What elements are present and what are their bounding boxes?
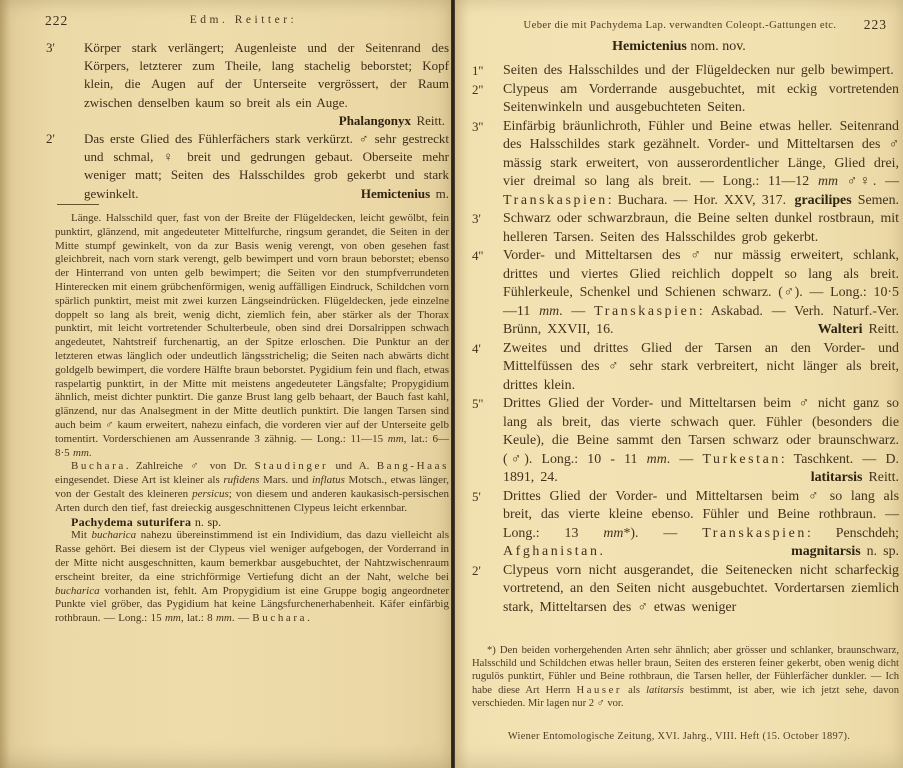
key-item-2dprime — [472, 81, 899, 118]
key-item-number: 2' — [46, 131, 55, 147]
key-item-text: Schwarz oder schwarzbraun, die Beine selten dunkel rostbraun, mit helleren Tarsen. Seiten des Halsschildes grob gekerbt. — [503, 211, 899, 245]
key-item-number: 5' — [472, 488, 481, 504]
right-running-head — [473, 19, 887, 35]
section-heading: Hemictenius nom. nov. — [612, 39, 746, 54]
key-item-text: Körper stark verlängert; Augenleiste und der Seitenrand des Körpers, letzterer zum Theile, lang stachelig beborstet; Kopf klein, die Augen auf der Unterseite vergrössert, der Raum zwischen denselben kaum so breit als ein Auge. — [84, 40, 449, 110]
footnote-rule — [57, 204, 99, 205]
key-item-text: Clypeus am Vorderrande ausgebuchtet, mit eckig vortretenden Seitenwinkeln und ausgebuchteten Seiten. — [503, 81, 899, 115]
journal-footer: Wiener Entomologische Zeitung, XVI. Jahrg., VIII. Heft (15. October 1897). — [507, 731, 851, 742]
key-item-number: 1'' — [472, 63, 484, 78]
right-key-items — [472, 62, 899, 617]
key-item-3prime — [44, 39, 449, 130]
key-item-number: 3' — [46, 40, 55, 55]
key-item-number: 3'' — [472, 118, 484, 134]
key-item-text: Zweites und drittes Glied der Tarsen an den Vorder- und Mittelfüssen des ♂ sehr stark verbreitert, nicht länger als breit, drittes klein. — [503, 340, 899, 393]
key-item-4dprime — [472, 247, 899, 340]
key-item-text: Einfärbig bräunlichroth, Fühler und Beine etwas heller. Seitenrand des Halsschildes stark gezähnelt. Vorder- und Mitteltarsen des ♂ mässig stark erweitert, von ausserordentlicher Länge, Glied drei, vier dreimal so lang als breit. — Long.: 11—12 mm ♂♀. — Transkaspien: Buchara. — Hor. XXV, 317. gracilipes Semen. — [503, 118, 899, 208]
left-page-number: 222 — [45, 13, 69, 28]
key-item-2prime — [472, 562, 899, 618]
key-item-3prime — [472, 210, 899, 247]
key-item-3dprime — [472, 118, 899, 211]
buchara-note-paragraph: Buchara. Zahlreiche ♂ von Dr. Staudinger und A. Bang-Haas eingesendet. Diese Art ist kleiner als rufidens Mars. und inflatus Motsch., etwas länger, von der Gestalt des kleineren persicus; von diesem und anderen kaukasisch-persischen Arten durch den tief, fast dreieckig ausgeschnittenen Clypeus leicht erkennbar. — [55, 460, 450, 514]
species-description-paragraph: Mit bucharica nahezu übereinstimmend ist ein Individium, das dazu vielleicht als Rasse gehört. Bei diesem ist der Clypeus viel weniger aufgebogen, der Vorderrand in der Mitte nicht ausgeschnitten, kaum bemerkbar ausgebuchtet, der Nahtzwischenraum erscheint breiter, da eine strichförmige Vertiefung dicht an der Naht, welche bei bucharica vorhanden ist, fehlt. Am Propygidium ist eine Gruppe bogig angeordneter Punkte viel gröber, das Pygidium hat keine Längsfurchenerhabenheit. Käfer einfärbig rothbraun. — Long.: 15 mm, lat.: 8 mm. — Buchara. — [55, 529, 450, 625]
key-item-5dprime — [472, 395, 899, 488]
footnote: *) Den beiden vorhergehenden Arten sehr ähnlich; aber grösser und schlanker, braunschwarz, Halsschild und Schildchen etwas heller braun, Seiten des ersteren feiner gekerbt, oben wenig dicht rugulös punktirt, Fühler und Beine rothbraun, die Tarsen heller, der Fühlerfächer dunkler. — Ich habe diese Art Herrn Hauser als latitarsis bestimmt, ist aber, wie ich jetzt sehe, davon verschieden. Mir lagen nur 2 ♂ vor. — [472, 645, 899, 709]
key-item-number: 2' — [472, 562, 481, 578]
key-item-number: 4'' — [472, 248, 484, 263]
key-item-text: Vorder- und Mitteltarsen des ♂ nur mässig erweitert, schlank, drittes und viertes Glied reichlich doppelt so lang als breit. Fühlerkeule, Schenkel und Schienen schwarz. (♂). — Long.: 10·5—11 mm. — Transkaspien: Askabad. — Verh. Naturf.-Ver. Brünn, XXVII, 16. Walteri Reitt. — [503, 248, 899, 337]
left-running-title: Edm. Reitter: — [189, 14, 298, 26]
key-item-text: Seiten des Halsschildes und der Flügeldecken nur gelb bewimpert. — [503, 63, 894, 78]
key-item-number: 4' — [472, 340, 481, 356]
key-item-2prime — [44, 130, 449, 203]
key-item-number: 3' — [472, 211, 481, 226]
left-running-head — [45, 13, 442, 29]
key-item-number: 5'' — [472, 396, 484, 411]
genus-description-paragraph: Länge. Halsschild quer, fast von der Breite der Flügeldecken, leicht gewölbt, fein punktirt, glänzend, mit angedeuteter Mittelfurche, ringsum gerandet, die Seiten in der Mitte stumpf gewinkelt, von da zur Basis wenig verengt, von oben gesehen fast gleichbreit, nach vorn stark verengt, gelb bewimpert und vorn braun beborstet; ebenso der Hinterrand von unten gelb bewimpert; die Seiten vor den stumpfverrundeten Hinterecken mit einem grübchenförmigen, wenig auffälligen Eindruck, Schildchen vorn spärlich punktirt, meist mit zwei kurzen Längseindrücken. Flügeldecken, jede einzelne doppelt so lang als breit, wenig dicht, ziemlich fein, aber stärker als der Thorax punktirt, mit leicht vortretender Schulterbeule, oben sind drei Dorsalrippen schwach angedeutet, Nahtstreif furchenartig, an der Spitze erloschen. Die Punktur an der letzteren etwas länglich oder undeutlich längsstrichelig; die Seiten nach abwärts dicht goldgelb bewimpert, die vordere Hälfte braun beborstet. Pygidium fein und flach, etwas raspelartig punktirt, in der Mitte mit meistens angedeuteter Längsfalte; Propygidium ähnlich, meist dichter punktirt. Die ganze Brust lang gelb behaart, der Bauch fast kahl, glänzend, nur das Analsegment in der Mitte deutlich punktirt. Die langen Tarsen sind auch beim ♂ kaum erweitert, nahezu einfach, die vorderen vier auf der Unterseite gelb tomentirt. Vorderschienen am Aussenrande 3 zähnig. — Long.: 11—15 mm, lat.: 6—8·5 mm. — [55, 212, 449, 459]
key-item-4prime — [472, 340, 899, 396]
left-small-print — [55, 212, 449, 626]
key-item-text: Das erste Glied des Fühlerfächers stark verkürzt. ♂ sehr gestreckt und schmal, ♀ breit und gedrungen gebaut. Oberseite mehr weniger matt; Seiten des Halsschildes grob gekerbt und stark gewinkelt. Hemictenius m. — [84, 131, 449, 201]
key-item-text: Clypeus vorn nicht ausgerandet, die Seitenecken nicht scharfeckig vortretend, an den Seiten nicht ausgebuchtet. Vordertarsen ziemlich stark, Mitteltarsen des ♂ etwas weniger — [503, 562, 899, 615]
key-item-text: Drittes Glied der Vorder- und Mitteltarsen beim ♂ nicht ganz so lang als breit, das vierte schwach quer. Fühler (besonders die Keule), die Beine sammt den Tarsen schwarz oder braunschwarz. (♂). Long.: 10 - 11 mm. — Turkestan: Taschkent. — D. 1891, 24. latitarsis Reitt. — [503, 396, 899, 485]
key-item-number: 2'' — [472, 81, 484, 97]
right-page-number: 223 — [863, 17, 887, 32]
key-item-result: Phalangonyx Reitt. — [338, 112, 445, 128]
right-running-title: Ueber die mit Pachydema Lap. verwandten Coleopt.-Gattungen etc. — [523, 20, 837, 31]
key-item-5prime — [472, 488, 899, 562]
key-item-1dprime — [472, 62, 899, 81]
species-heading: Pachydema suturifera n. sp. — [71, 514, 222, 529]
right-page — [455, 0, 903, 768]
left-key-items — [44, 39, 449, 203]
key-item-text: Drittes Glied der Vorder- und Mitteltarsen beim ♂ so lang als breit, das vierte kleine ebenso. Fühler und Beine rothbraun. — Long.: 13 mm*). — Transkaspien: Penschdeh; Afghanistan. magnitarsis n. sp. — [503, 488, 899, 559]
